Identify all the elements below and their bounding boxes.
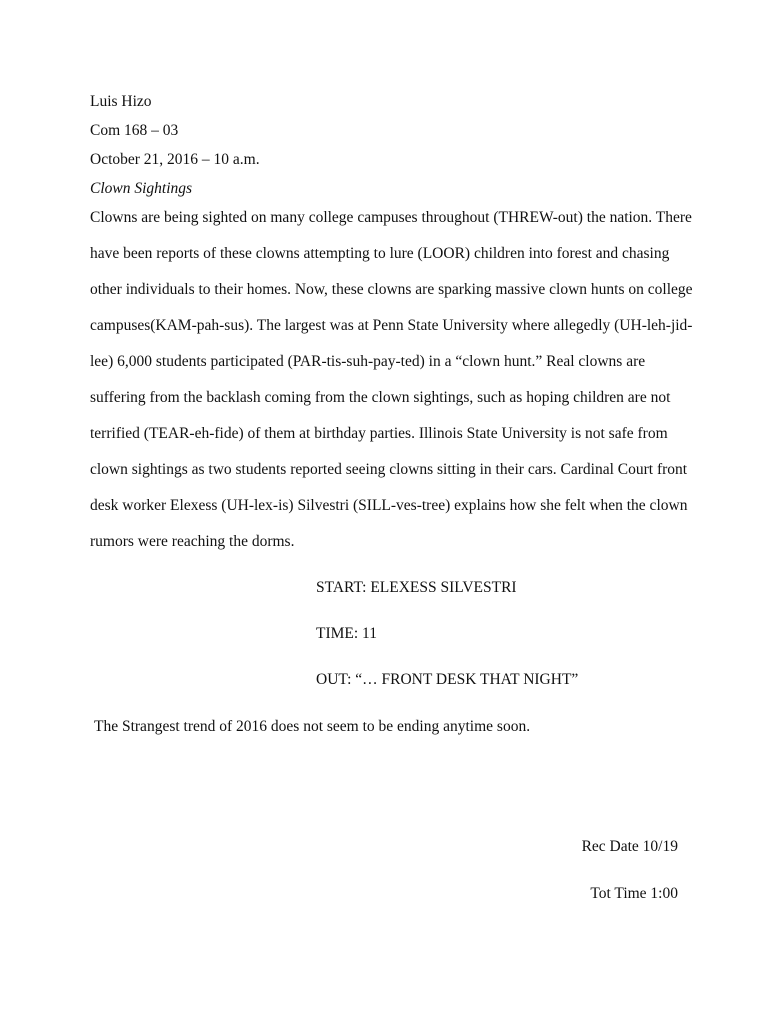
- total-time: Tot Time 1:00: [590, 885, 678, 902]
- body-line-6: suffering from the backlash coming from the clown sightings, such as hoping children are not: [90, 389, 671, 406]
- course-code: Com 168 – 03: [90, 122, 179, 139]
- body-line-5: lee) 6,000 students participated (PAR-tis-suh-pay-ted) in a “clown hunt.” Real clowns are: [90, 353, 646, 370]
- body-line-2: have been reports of these clowns attempting to lure (LOOR) children into forest and chasing: [90, 245, 670, 262]
- body-line-7: terrified (TEAR-eh-fide) of them at birthday parties. Illinois State University is not safe from: [90, 425, 668, 442]
- author-name: Luis Hizo: [90, 93, 152, 110]
- date-line: October 21, 2016 – 10 a.m.: [90, 151, 260, 168]
- closing-line: The Strangest trend of 2016 does not seem to be ending anytime soon.: [94, 718, 531, 735]
- body-line-1: Clowns are being sighted on many college campuses throughout (THREW-out) the nation. There: [90, 209, 692, 226]
- body-line-9: desk worker Elexess (UH-lex-is) Silvestri (SILL-ves-tree) explains how she felt when the clown: [90, 497, 688, 514]
- body-line-10: rumors were reaching the dorms.: [90, 533, 295, 550]
- cue-start: START: ELEXESS SILVESTRI: [316, 579, 517, 596]
- story-title: Clown Sightings: [90, 180, 193, 197]
- body-line-4: campuses(KAM-pah-sus). The largest was at Penn State University where allegedly (UH-leh-jid-: [90, 317, 693, 334]
- body-line-3: other individuals to their homes. Now, these clowns are sparking massive clown hunts on college: [90, 281, 693, 298]
- cue-out: OUT: “… FRONT DESK THAT NIGHT”: [316, 671, 579, 688]
- body-line-8: clown sightings as two students reported seeing clowns sitting in their cars. Cardinal Court front: [90, 461, 688, 478]
- cue-time: TIME: 11: [316, 625, 377, 642]
- rec-date: Rec Date 10/19: [581, 838, 678, 855]
